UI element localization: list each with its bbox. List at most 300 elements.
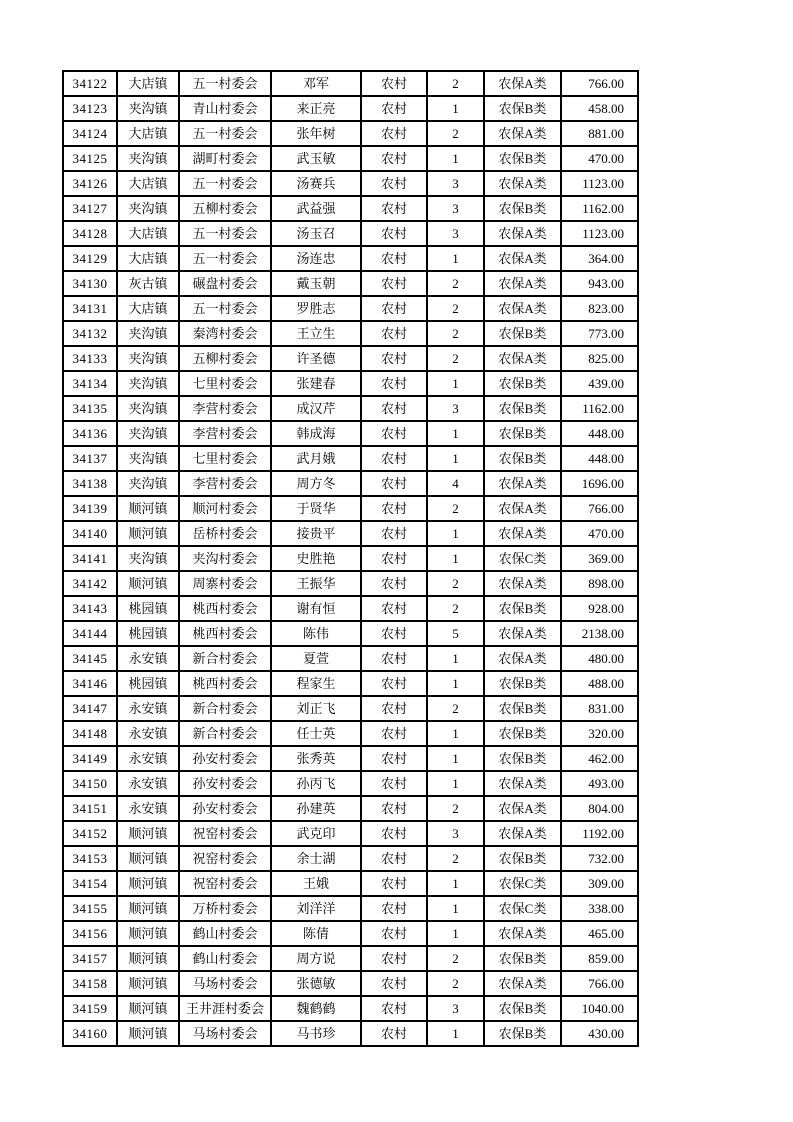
household-type-cell: 农村 bbox=[361, 596, 427, 621]
amount-cell: 470.00 bbox=[561, 146, 638, 171]
town-cell: 顺河镇 bbox=[117, 996, 179, 1021]
serial-number-cell: 34158 bbox=[63, 971, 117, 996]
serial-number-cell: 34129 bbox=[63, 246, 117, 271]
person-count-cell: 1 bbox=[427, 921, 484, 946]
person-name-cell: 周方说 bbox=[271, 946, 361, 971]
town-cell: 永安镇 bbox=[117, 771, 179, 796]
village-committee-cell: 五一村委会 bbox=[179, 171, 271, 196]
person-name-cell: 许圣德 bbox=[271, 346, 361, 371]
person-name-cell: 武益强 bbox=[271, 196, 361, 221]
insurance-category-cell: 农保B类 bbox=[484, 321, 561, 346]
table-row bbox=[63, 321, 638, 346]
household-type-cell: 农村 bbox=[361, 446, 427, 471]
village-committee-cell: 周寨村委会 bbox=[179, 571, 271, 596]
town-cell: 顺河镇 bbox=[117, 846, 179, 871]
table-row bbox=[63, 771, 638, 796]
village-committee-cell: 祝窑村委会 bbox=[179, 821, 271, 846]
village-committee-cell: 桃西村委会 bbox=[179, 621, 271, 646]
insurance-category-cell: 农保B类 bbox=[484, 396, 561, 421]
town-cell: 顺河镇 bbox=[117, 921, 179, 946]
insurance-category-cell: 农保A类 bbox=[484, 796, 561, 821]
table-row bbox=[63, 596, 638, 621]
insurance-category-cell: 农保A类 bbox=[484, 771, 561, 796]
town-cell: 夹沟镇 bbox=[117, 146, 179, 171]
village-committee-cell: 孙安村委会 bbox=[179, 746, 271, 771]
table-row bbox=[63, 846, 638, 871]
table-row bbox=[63, 96, 638, 121]
household-type-cell: 农村 bbox=[361, 271, 427, 296]
table-row bbox=[63, 371, 638, 396]
serial-number-cell: 34136 bbox=[63, 421, 117, 446]
person-name-cell: 陈伟 bbox=[271, 621, 361, 646]
table-row bbox=[63, 171, 638, 196]
person-name-cell: 孙建英 bbox=[271, 796, 361, 821]
amount-cell: 1162.00 bbox=[561, 396, 638, 421]
table-row bbox=[63, 721, 638, 746]
serial-number-cell: 34127 bbox=[63, 196, 117, 221]
town-cell: 顺河镇 bbox=[117, 1021, 179, 1046]
town-cell: 顺河镇 bbox=[117, 521, 179, 546]
table-row bbox=[63, 196, 638, 221]
town-cell: 夹沟镇 bbox=[117, 346, 179, 371]
town-cell: 夹沟镇 bbox=[117, 396, 179, 421]
person-count-cell: 1 bbox=[427, 421, 484, 446]
household-type-cell: 农村 bbox=[361, 721, 427, 746]
table-row bbox=[63, 571, 638, 596]
person-count-cell: 5 bbox=[427, 621, 484, 646]
household-type-cell: 农村 bbox=[361, 896, 427, 921]
person-name-cell: 陈倩 bbox=[271, 921, 361, 946]
insurance-payment-table bbox=[62, 70, 639, 1047]
person-count-cell: 3 bbox=[427, 396, 484, 421]
village-committee-cell: 五柳村委会 bbox=[179, 196, 271, 221]
amount-cell: 766.00 bbox=[561, 496, 638, 521]
town-cell: 夹沟镇 bbox=[117, 321, 179, 346]
serial-number-cell: 34139 bbox=[63, 496, 117, 521]
insurance-category-cell: 农保A类 bbox=[484, 346, 561, 371]
village-committee-cell: 五一村委会 bbox=[179, 71, 271, 96]
town-cell: 大店镇 bbox=[117, 296, 179, 321]
person-name-cell: 韩成海 bbox=[271, 421, 361, 446]
village-committee-cell: 马场村委会 bbox=[179, 971, 271, 996]
person-count-cell: 3 bbox=[427, 221, 484, 246]
serial-number-cell: 34140 bbox=[63, 521, 117, 546]
town-cell: 大店镇 bbox=[117, 71, 179, 96]
person-count-cell: 2 bbox=[427, 971, 484, 996]
person-count-cell: 2 bbox=[427, 271, 484, 296]
town-cell: 顺河镇 bbox=[117, 946, 179, 971]
person-count-cell: 3 bbox=[427, 996, 484, 1021]
person-count-cell: 1 bbox=[427, 96, 484, 121]
person-count-cell: 2 bbox=[427, 121, 484, 146]
person-count-cell: 3 bbox=[427, 821, 484, 846]
household-type-cell: 农村 bbox=[361, 1021, 427, 1046]
insurance-category-cell: 农保B类 bbox=[484, 371, 561, 396]
person-count-cell: 2 bbox=[427, 946, 484, 971]
village-committee-cell: 五一村委会 bbox=[179, 121, 271, 146]
insurance-category-cell: 农保B类 bbox=[484, 996, 561, 1021]
town-cell: 顺河镇 bbox=[117, 571, 179, 596]
table-row bbox=[63, 496, 638, 521]
person-count-cell: 1 bbox=[427, 446, 484, 471]
household-type-cell: 农村 bbox=[361, 396, 427, 421]
serial-number-cell: 34137 bbox=[63, 446, 117, 471]
village-committee-cell: 顺河村委会 bbox=[179, 496, 271, 521]
amount-cell: 465.00 bbox=[561, 921, 638, 946]
village-committee-cell: 五柳村委会 bbox=[179, 346, 271, 371]
serial-number-cell: 34130 bbox=[63, 271, 117, 296]
person-count-cell: 4 bbox=[427, 471, 484, 496]
household-type-cell: 农村 bbox=[361, 746, 427, 771]
serial-number-cell: 34159 bbox=[63, 996, 117, 1021]
serial-number-cell: 34152 bbox=[63, 821, 117, 846]
person-count-cell: 1 bbox=[427, 671, 484, 696]
table-row bbox=[63, 546, 638, 571]
person-count-cell: 2 bbox=[427, 296, 484, 321]
person-name-cell: 武月娥 bbox=[271, 446, 361, 471]
village-committee-cell: 碾盘村委会 bbox=[179, 271, 271, 296]
serial-number-cell: 34128 bbox=[63, 221, 117, 246]
table-row bbox=[63, 796, 638, 821]
village-committee-cell: 李营村委会 bbox=[179, 471, 271, 496]
table-row bbox=[63, 646, 638, 671]
amount-cell: 480.00 bbox=[561, 646, 638, 671]
serial-number-cell: 34131 bbox=[63, 296, 117, 321]
insurance-category-cell: 农保B类 bbox=[484, 746, 561, 771]
village-committee-cell: 王井涯村委会 bbox=[179, 996, 271, 1021]
town-cell: 大店镇 bbox=[117, 246, 179, 271]
household-type-cell: 农村 bbox=[361, 421, 427, 446]
village-committee-cell: 李营村委会 bbox=[179, 396, 271, 421]
table-row bbox=[63, 921, 638, 946]
serial-number-cell: 34155 bbox=[63, 896, 117, 921]
person-count-cell: 2 bbox=[427, 596, 484, 621]
person-name-cell: 王振华 bbox=[271, 571, 361, 596]
town-cell: 永安镇 bbox=[117, 796, 179, 821]
person-count-cell: 2 bbox=[427, 571, 484, 596]
serial-number-cell: 34146 bbox=[63, 671, 117, 696]
insurance-category-cell: 农保A类 bbox=[484, 221, 561, 246]
village-committee-cell: 新合村委会 bbox=[179, 696, 271, 721]
insurance-category-cell: 农保A类 bbox=[484, 496, 561, 521]
village-committee-cell: 新合村委会 bbox=[179, 721, 271, 746]
person-count-cell: 1 bbox=[427, 546, 484, 571]
household-type-cell: 农村 bbox=[361, 546, 427, 571]
person-name-cell: 汤赛兵 bbox=[271, 171, 361, 196]
town-cell: 夹沟镇 bbox=[117, 546, 179, 571]
person-name-cell: 夏萱 bbox=[271, 646, 361, 671]
household-type-cell: 农村 bbox=[361, 696, 427, 721]
insurance-category-cell: 农保A类 bbox=[484, 971, 561, 996]
table-row bbox=[63, 446, 638, 471]
amount-cell: 766.00 bbox=[561, 71, 638, 96]
household-type-cell: 农村 bbox=[361, 996, 427, 1021]
insurance-category-cell: 农保A类 bbox=[484, 121, 561, 146]
amount-cell: 458.00 bbox=[561, 96, 638, 121]
serial-number-cell: 34123 bbox=[63, 96, 117, 121]
person-name-cell: 罗胜志 bbox=[271, 296, 361, 321]
household-type-cell: 农村 bbox=[361, 971, 427, 996]
serial-number-cell: 34148 bbox=[63, 721, 117, 746]
insurance-category-cell: 农保C类 bbox=[484, 871, 561, 896]
insurance-category-cell: 农保A类 bbox=[484, 621, 561, 646]
serial-number-cell: 34133 bbox=[63, 346, 117, 371]
serial-number-cell: 34147 bbox=[63, 696, 117, 721]
insurance-category-cell: 农保B类 bbox=[484, 721, 561, 746]
serial-number-cell: 34138 bbox=[63, 471, 117, 496]
table-row bbox=[63, 696, 638, 721]
person-name-cell: 戴玉朝 bbox=[271, 271, 361, 296]
town-cell: 顺河镇 bbox=[117, 971, 179, 996]
town-cell: 夹沟镇 bbox=[117, 421, 179, 446]
person-count-cell: 1 bbox=[427, 746, 484, 771]
person-name-cell: 邓军 bbox=[271, 71, 361, 96]
town-cell: 大店镇 bbox=[117, 171, 179, 196]
person-name-cell: 汤玉召 bbox=[271, 221, 361, 246]
household-type-cell: 农村 bbox=[361, 796, 427, 821]
person-count-cell: 1 bbox=[427, 871, 484, 896]
table-row bbox=[63, 71, 638, 96]
insurance-category-cell: 农保A类 bbox=[484, 646, 561, 671]
household-type-cell: 农村 bbox=[361, 671, 427, 696]
table-row bbox=[63, 296, 638, 321]
table-row bbox=[63, 346, 638, 371]
person-name-cell: 周方冬 bbox=[271, 471, 361, 496]
table-row bbox=[63, 396, 638, 421]
table-row bbox=[63, 746, 638, 771]
village-committee-cell: 湖町村委会 bbox=[179, 146, 271, 171]
insurance-category-cell: 农保A类 bbox=[484, 471, 561, 496]
amount-cell: 470.00 bbox=[561, 521, 638, 546]
amount-cell: 1192.00 bbox=[561, 821, 638, 846]
amount-cell: 928.00 bbox=[561, 596, 638, 621]
insurance-category-cell: 农保B类 bbox=[484, 696, 561, 721]
insurance-category-cell: 农保B类 bbox=[484, 846, 561, 871]
village-committee-cell: 祝窑村委会 bbox=[179, 871, 271, 896]
person-count-cell: 1 bbox=[427, 1021, 484, 1046]
village-committee-cell: 七里村委会 bbox=[179, 446, 271, 471]
table-row bbox=[63, 946, 638, 971]
insurance-category-cell: 农保A类 bbox=[484, 571, 561, 596]
serial-number-cell: 34151 bbox=[63, 796, 117, 821]
table-row bbox=[63, 821, 638, 846]
household-type-cell: 农村 bbox=[361, 846, 427, 871]
person-count-cell: 1 bbox=[427, 246, 484, 271]
village-committee-cell: 马场村委会 bbox=[179, 1021, 271, 1046]
serial-number-cell: 34160 bbox=[63, 1021, 117, 1046]
serial-number-cell: 34124 bbox=[63, 121, 117, 146]
person-name-cell: 刘正飞 bbox=[271, 696, 361, 721]
serial-number-cell: 34135 bbox=[63, 396, 117, 421]
town-cell: 大店镇 bbox=[117, 121, 179, 146]
town-cell: 夹沟镇 bbox=[117, 371, 179, 396]
person-name-cell: 成汉芹 bbox=[271, 396, 361, 421]
village-committee-cell: 岳桥村委会 bbox=[179, 521, 271, 546]
household-type-cell: 农村 bbox=[361, 246, 427, 271]
person-name-cell: 于贤华 bbox=[271, 496, 361, 521]
insurance-category-cell: 农保B类 bbox=[484, 1021, 561, 1046]
insurance-category-cell: 农保B类 bbox=[484, 196, 561, 221]
household-type-cell: 农村 bbox=[361, 521, 427, 546]
household-type-cell: 农村 bbox=[361, 321, 427, 346]
amount-cell: 766.00 bbox=[561, 971, 638, 996]
household-type-cell: 农村 bbox=[361, 196, 427, 221]
person-count-cell: 2 bbox=[427, 796, 484, 821]
insurance-category-cell: 农保B类 bbox=[484, 96, 561, 121]
amount-cell: 1162.00 bbox=[561, 196, 638, 221]
household-type-cell: 农村 bbox=[361, 471, 427, 496]
table-row bbox=[63, 996, 638, 1021]
village-committee-cell: 新合村委会 bbox=[179, 646, 271, 671]
person-count-cell: 1 bbox=[427, 771, 484, 796]
person-count-cell: 3 bbox=[427, 171, 484, 196]
insurance-category-cell: 农保B类 bbox=[484, 421, 561, 446]
person-name-cell: 张德敏 bbox=[271, 971, 361, 996]
town-cell: 桃园镇 bbox=[117, 671, 179, 696]
amount-cell: 493.00 bbox=[561, 771, 638, 796]
person-name-cell: 汤连忠 bbox=[271, 246, 361, 271]
person-name-cell: 程家生 bbox=[271, 671, 361, 696]
amount-cell: 1123.00 bbox=[561, 171, 638, 196]
insurance-category-cell: 农保B类 bbox=[484, 596, 561, 621]
serial-number-cell: 34122 bbox=[63, 71, 117, 96]
village-committee-cell: 鹤山村委会 bbox=[179, 921, 271, 946]
insurance-category-cell: 农保A类 bbox=[484, 921, 561, 946]
town-cell: 永安镇 bbox=[117, 721, 179, 746]
serial-number-cell: 34143 bbox=[63, 596, 117, 621]
person-name-cell: 王娥 bbox=[271, 871, 361, 896]
insurance-category-cell: 农保C类 bbox=[484, 896, 561, 921]
person-name-cell: 史胜艳 bbox=[271, 546, 361, 571]
town-cell: 桃园镇 bbox=[117, 596, 179, 621]
amount-cell: 320.00 bbox=[561, 721, 638, 746]
village-committee-cell: 七里村委会 bbox=[179, 371, 271, 396]
amount-cell: 943.00 bbox=[561, 271, 638, 296]
amount-cell: 732.00 bbox=[561, 846, 638, 871]
amount-cell: 1040.00 bbox=[561, 996, 638, 1021]
town-cell: 顺河镇 bbox=[117, 821, 179, 846]
household-type-cell: 农村 bbox=[361, 296, 427, 321]
amount-cell: 448.00 bbox=[561, 421, 638, 446]
village-committee-cell: 孙安村委会 bbox=[179, 771, 271, 796]
village-committee-cell: 孙安村委会 bbox=[179, 796, 271, 821]
person-name-cell: 张建春 bbox=[271, 371, 361, 396]
person-name-cell: 刘洋洋 bbox=[271, 896, 361, 921]
amount-cell: 831.00 bbox=[561, 696, 638, 721]
amount-cell: 823.00 bbox=[561, 296, 638, 321]
household-type-cell: 农村 bbox=[361, 646, 427, 671]
village-committee-cell: 祝窑村委会 bbox=[179, 846, 271, 871]
amount-cell: 369.00 bbox=[561, 546, 638, 571]
person-count-cell: 2 bbox=[427, 496, 484, 521]
table-row bbox=[63, 246, 638, 271]
household-type-cell: 农村 bbox=[361, 496, 427, 521]
serial-number-cell: 34142 bbox=[63, 571, 117, 596]
table-body bbox=[63, 71, 638, 1046]
household-type-cell: 农村 bbox=[361, 821, 427, 846]
household-type-cell: 农村 bbox=[361, 771, 427, 796]
amount-cell: 309.00 bbox=[561, 871, 638, 896]
person-name-cell: 马书珍 bbox=[271, 1021, 361, 1046]
insurance-category-cell: 农保A类 bbox=[484, 246, 561, 271]
table-row bbox=[63, 971, 638, 996]
village-committee-cell: 万桥村委会 bbox=[179, 896, 271, 921]
person-count-cell: 1 bbox=[427, 146, 484, 171]
amount-cell: 898.00 bbox=[561, 571, 638, 596]
insurance-category-cell: 农保C类 bbox=[484, 546, 561, 571]
household-type-cell: 农村 bbox=[361, 871, 427, 896]
person-name-cell: 魏鹤鹤 bbox=[271, 996, 361, 1021]
amount-cell: 773.00 bbox=[561, 321, 638, 346]
village-committee-cell: 夹沟村委会 bbox=[179, 546, 271, 571]
town-cell: 永安镇 bbox=[117, 696, 179, 721]
household-type-cell: 农村 bbox=[361, 621, 427, 646]
serial-number-cell: 34156 bbox=[63, 921, 117, 946]
town-cell: 夹沟镇 bbox=[117, 96, 179, 121]
amount-cell: 338.00 bbox=[561, 896, 638, 921]
insurance-category-cell: 农保A类 bbox=[484, 271, 561, 296]
village-committee-cell: 青山村委会 bbox=[179, 96, 271, 121]
person-name-cell: 张秀英 bbox=[271, 746, 361, 771]
serial-number-cell: 34134 bbox=[63, 371, 117, 396]
village-committee-cell: 鹤山村委会 bbox=[179, 946, 271, 971]
amount-cell: 448.00 bbox=[561, 446, 638, 471]
amount-cell: 488.00 bbox=[561, 671, 638, 696]
table-row bbox=[63, 271, 638, 296]
insurance-category-cell: 农保B类 bbox=[484, 446, 561, 471]
person-name-cell: 来正亮 bbox=[271, 96, 361, 121]
table-row bbox=[63, 221, 638, 246]
amount-cell: 1123.00 bbox=[561, 221, 638, 246]
town-cell: 顺河镇 bbox=[117, 871, 179, 896]
serial-number-cell: 34150 bbox=[63, 771, 117, 796]
insurance-category-cell: 农保A类 bbox=[484, 296, 561, 321]
person-count-cell: 1 bbox=[427, 896, 484, 921]
town-cell: 夹沟镇 bbox=[117, 471, 179, 496]
amount-cell: 804.00 bbox=[561, 796, 638, 821]
amount-cell: 859.00 bbox=[561, 946, 638, 971]
household-type-cell: 农村 bbox=[361, 146, 427, 171]
village-committee-cell: 桃西村委会 bbox=[179, 671, 271, 696]
person-name-cell: 武克印 bbox=[271, 821, 361, 846]
village-committee-cell: 桃西村委会 bbox=[179, 596, 271, 621]
household-type-cell: 农村 bbox=[361, 71, 427, 96]
person-name-cell: 张年树 bbox=[271, 121, 361, 146]
table-row bbox=[63, 471, 638, 496]
serial-number-cell: 34153 bbox=[63, 846, 117, 871]
table-row bbox=[63, 146, 638, 171]
table-row bbox=[63, 896, 638, 921]
person-count-cell: 1 bbox=[427, 646, 484, 671]
serial-number-cell: 34126 bbox=[63, 171, 117, 196]
person-count-cell: 2 bbox=[427, 321, 484, 346]
person-name-cell: 余士湖 bbox=[271, 846, 361, 871]
village-committee-cell: 五一村委会 bbox=[179, 221, 271, 246]
insurance-category-cell: 农保B类 bbox=[484, 946, 561, 971]
serial-number-cell: 34132 bbox=[63, 321, 117, 346]
insurance-category-cell: 农保A类 bbox=[484, 71, 561, 96]
household-type-cell: 农村 bbox=[361, 571, 427, 596]
person-count-cell: 2 bbox=[427, 846, 484, 871]
serial-number-cell: 34141 bbox=[63, 546, 117, 571]
amount-cell: 364.00 bbox=[561, 246, 638, 271]
household-type-cell: 农村 bbox=[361, 121, 427, 146]
village-committee-cell: 五一村委会 bbox=[179, 296, 271, 321]
insurance-category-cell: 农保A类 bbox=[484, 171, 561, 196]
person-name-cell: 接贵平 bbox=[271, 521, 361, 546]
table-row bbox=[63, 421, 638, 446]
amount-cell: 881.00 bbox=[561, 121, 638, 146]
